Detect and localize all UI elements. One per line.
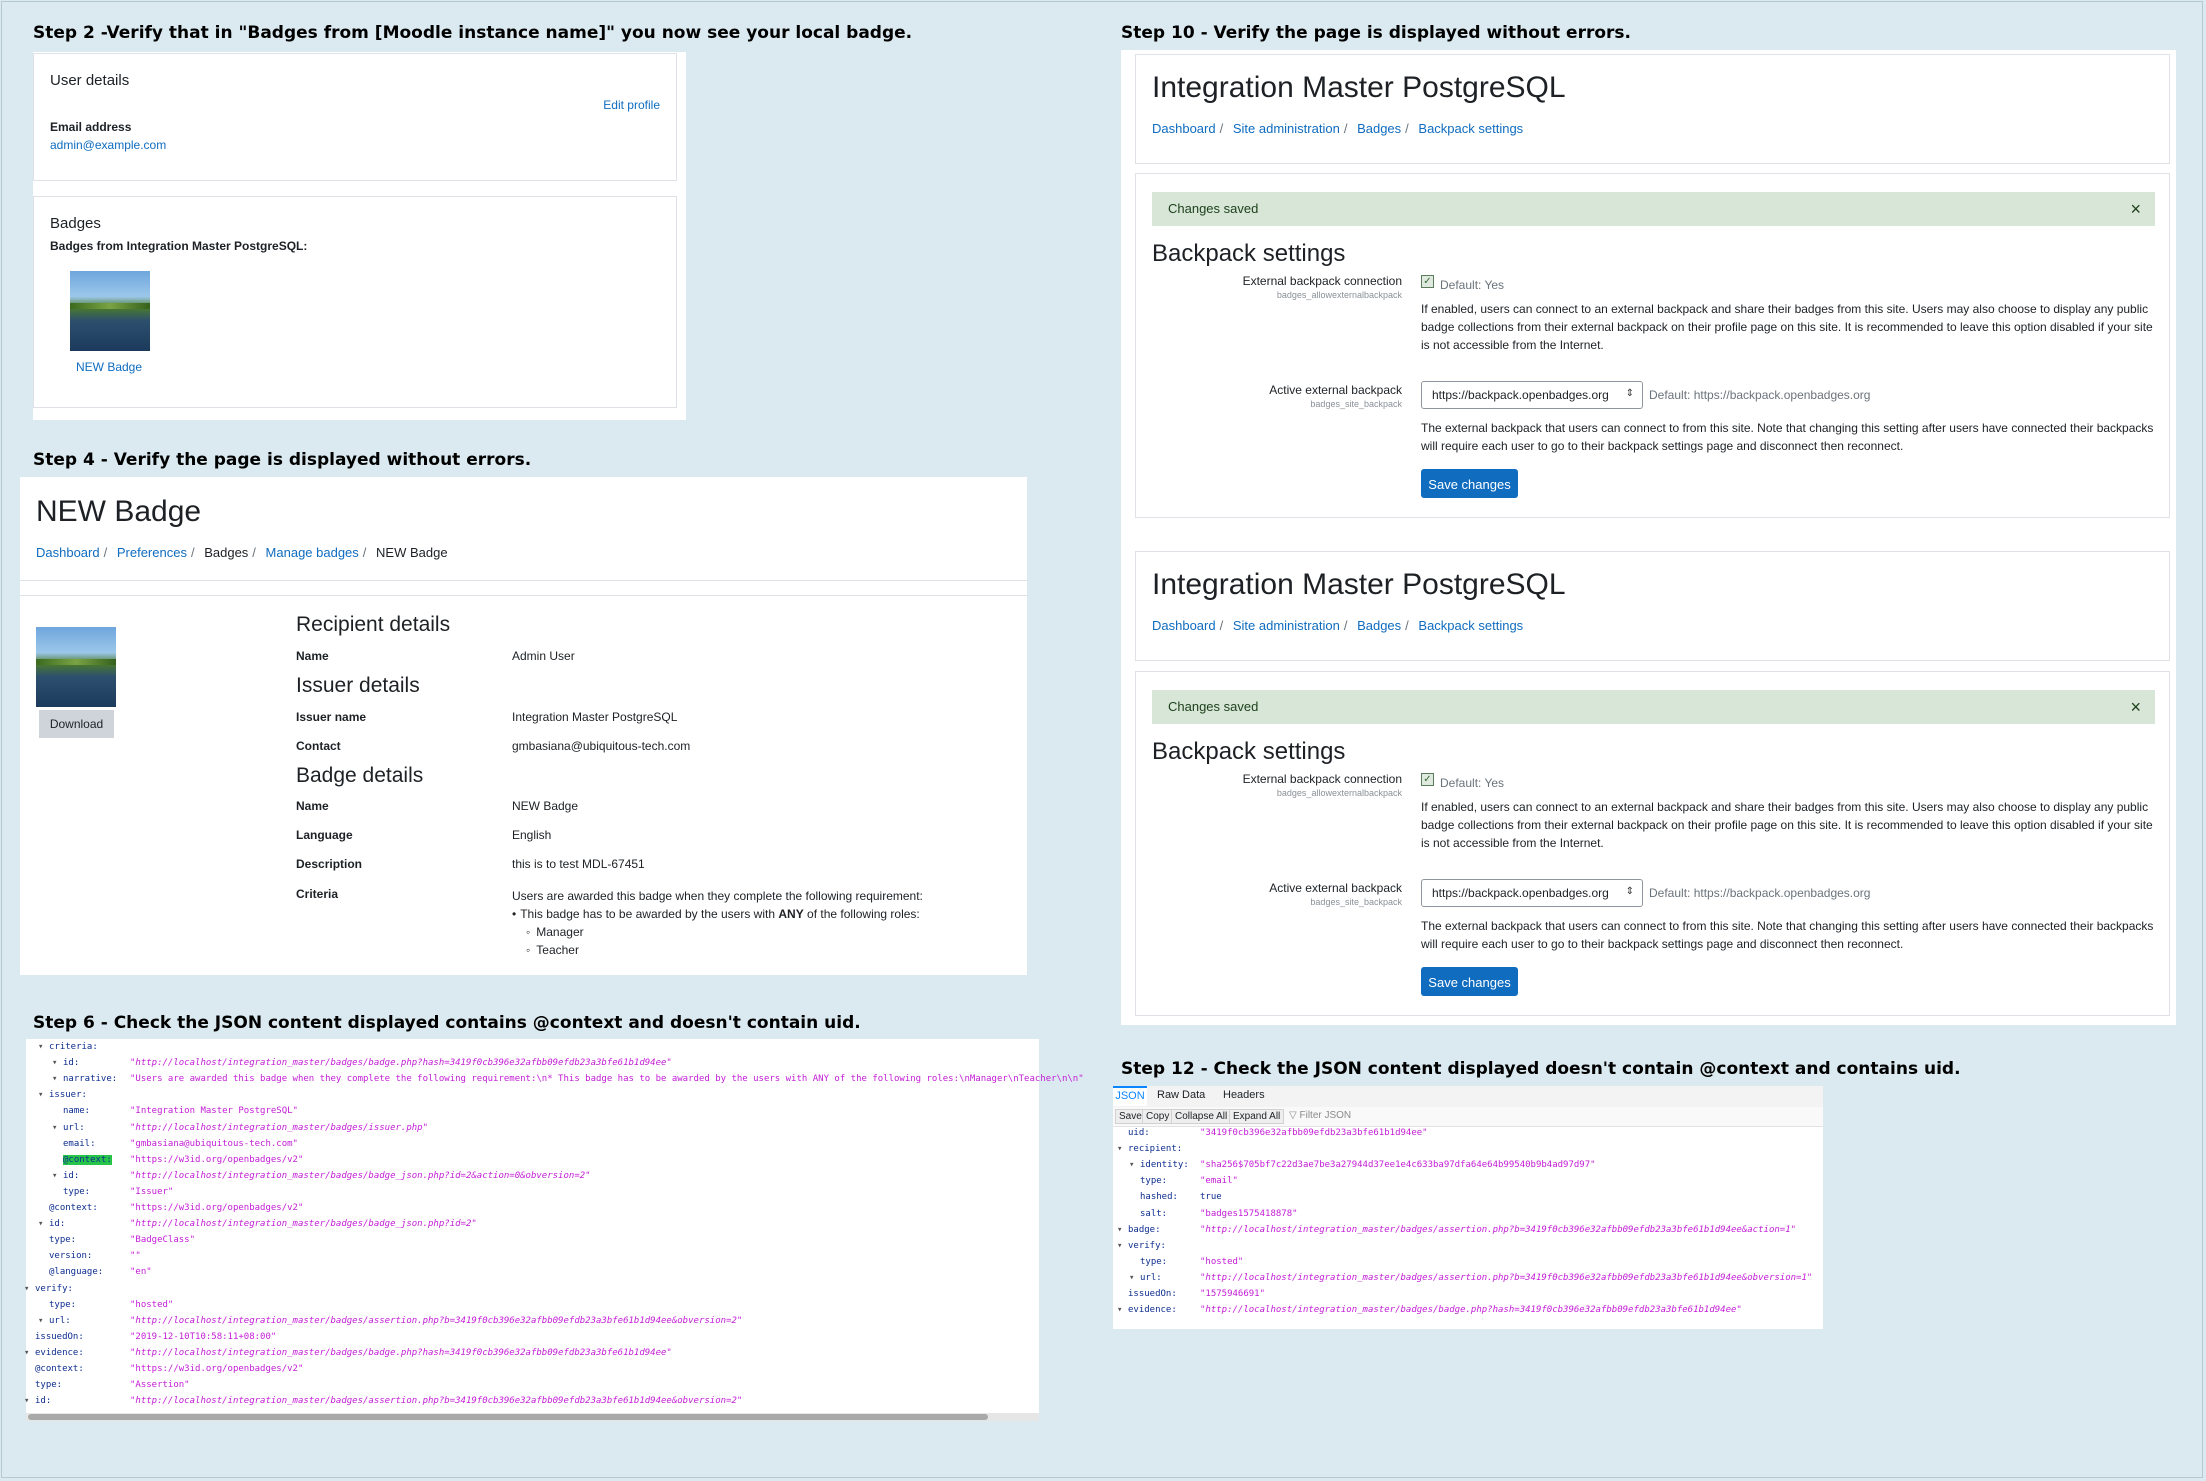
description-value: this is to test MDL-67451 [512, 857, 645, 871]
expand-toggle-icon [24, 1380, 32, 1390]
expand-toggle-icon[interactable]: ▾ [1117, 1240, 1123, 1251]
json-key: @context: [63, 1154, 112, 1165]
filter-placeholder: Filter JSON [1299, 1110, 1352, 1121]
ext-label-sub: badges_allowexternalbackpack [1276, 290, 1402, 300]
expand-toggle-icon[interactable]: ▾ [24, 1396, 30, 1407]
json-row[interactable] [1117, 1224, 1797, 1235]
json-row [24, 1364, 304, 1374]
role-item: ◦ Teacher [526, 943, 579, 957]
json-value: "sha256$705bf7c22d3ae7be3a27944d37ee1e4c633ba97dfa64e64b99540b9b4ad97d97" [1200, 1160, 1596, 1171]
criteria-intro: Users are awarded this badge when they complete the following requirement: [512, 889, 923, 903]
ext-label-text: External backpack connection [1242, 772, 1402, 786]
json-row [52, 1186, 174, 1197]
json-row [1129, 1192, 1222, 1203]
json-value: "http://localhost/integration_master/badges/assertion.php?b=3419f0cb396e32afbb09efdb23a3bfe61b1d94ee&obversion=2" [130, 1315, 743, 1326]
json-key: hashed: [1140, 1192, 1178, 1203]
badges-from-label: Badges from Integration Master PostgreSQL: [50, 239, 308, 253]
json-value: "https://w3id.org/openbadges/v2" [130, 1154, 304, 1165]
download-button[interactable]: Download [39, 710, 114, 738]
json-value: "https://w3id.org/openbadges/v2" [130, 1203, 304, 1213]
expand-toggle-icon[interactable]: ▾ [52, 1170, 58, 1181]
json-row [1129, 1208, 1298, 1219]
json-row[interactable] [24, 1347, 672, 1358]
role-item: ◦ Manager [526, 925, 584, 939]
json-key: version: [49, 1251, 93, 1262]
badge-image[interactable] [70, 271, 150, 351]
json-value: "2019-12-10T10:58:11+08:00" [130, 1331, 277, 1342]
expand-toggle-icon[interactable]: ▾ [52, 1058, 58, 1069]
json-key: id: [63, 1058, 80, 1069]
json-value: "http://localhost/integration_master/badges/badge_json.php?id=2" [130, 1219, 477, 1230]
json-value: "http://localhost/integration_master/badges/assertion.php?b=3419f0cb396e32afbb09efdb23a3bfe61b1d94ee&action=1" [1200, 1224, 1797, 1235]
expand-all-button[interactable]: Expand All [1229, 1109, 1284, 1124]
json-viewer-step6 [24, 1039, 1084, 1421]
json-row[interactable] [38, 1219, 477, 1230]
crumb-current: NEW Badge [376, 545, 448, 560]
recipient-name: Admin User [512, 649, 575, 663]
select-value: https://backpack.openbadges.org [1432, 388, 1609, 402]
active-description: The external backpack that users can connect to from this site. Note that changing this setting after users have connected their backpacks will require each user to go to their backpack settings page and disconnect then reconnect. [1421, 919, 2154, 951]
json-row [24, 1380, 190, 1391]
json-key: url: [49, 1315, 71, 1326]
step6-title: Step 6 - Check the JSON content displayed contains @context and doesn't contain uid. [33, 1013, 861, 1033]
badge-link[interactable]: NEW Badge [76, 360, 143, 374]
json-value: "en" [130, 1267, 152, 1278]
alert-text: Changes saved [1168, 699, 1259, 714]
json-value: "hosted" [1200, 1256, 1244, 1267]
json-row [1129, 1176, 1238, 1187]
json-row[interactable] [38, 1090, 87, 1100]
json-row[interactable] [38, 1315, 743, 1326]
json-viewer-step12 [1113, 1086, 1823, 1329]
active-default: Default: https://backpack.openbadges.org [1649, 886, 1871, 900]
json-key: type: [49, 1235, 77, 1246]
json-key: url: [1140, 1272, 1162, 1283]
json-key: evidence: [1128, 1305, 1177, 1316]
expand-toggle-icon[interactable]: ▾ [1117, 1224, 1123, 1235]
active-backpack-label [1152, 881, 1402, 907]
json-value: "hosted" [130, 1299, 174, 1310]
badge-name: NEW Badge [512, 799, 579, 813]
step10-title: Step 10 - Verify the page is displayed without errors. [1121, 23, 1631, 43]
success-alert [1152, 192, 2155, 226]
json-toolbar [1113, 1107, 1823, 1127]
expand-toggle-icon [52, 1187, 60, 1197]
recipient-heading: Recipient details [296, 613, 451, 636]
json-row [1129, 1256, 1244, 1267]
active-backpack-label [1152, 383, 1402, 409]
role-manager: Manager [536, 925, 584, 939]
scrollbar-thumb[interactable] [28, 1414, 988, 1420]
expand-toggle-icon [1117, 1128, 1125, 1138]
json-tree [1113, 1127, 1823, 1327]
criteria-item-bold: ANY [778, 907, 804, 921]
expand-toggle-icon [38, 1235, 46, 1245]
json-key: type: [1140, 1256, 1168, 1267]
json-value: "gmbasiana@ubiquitous-tech.com" [130, 1138, 298, 1149]
json-key: @context: [35, 1364, 84, 1374]
user-details-card [33, 53, 677, 181]
expand-toggle-icon [52, 1139, 60, 1149]
json-key: type: [1140, 1176, 1168, 1187]
criteria-item: • This badge has to be awarded by the users with ANY of the following roles: [512, 907, 920, 921]
json-key: issuer: [49, 1090, 87, 1101]
json-row [1117, 1289, 1266, 1299]
active-label-text: Active external backpack [1269, 881, 1402, 895]
alert-text: Changes saved [1168, 201, 1259, 216]
step2-title: Step 2 -Verify that in "Badges from [Moodle instance name]" you now see your local badge. [33, 23, 913, 43]
expand-toggle-icon [38, 1300, 46, 1310]
issuer-name: Integration Master PostgreSQL [512, 710, 678, 724]
badge-image [36, 627, 116, 707]
crumb-badges[interactable]: Badges [1357, 121, 1402, 136]
json-key: type: [35, 1380, 63, 1391]
tab-raw-data[interactable]: Raw Data [1157, 1089, 1206, 1101]
json-row[interactable] [1129, 1160, 1596, 1171]
save-changes-button[interactable]: Save changes [1421, 967, 1518, 996]
crumb-badges[interactable]: Badges [1357, 618, 1402, 633]
json-row [38, 1251, 141, 1262]
active-label-sub: badges_site_backpack [1310, 399, 1402, 409]
json-row[interactable] [24, 1396, 743, 1407]
json-key: issuedOn: [1128, 1289, 1177, 1299]
profile-panel [33, 52, 686, 420]
json-value: "badges1575418878" [1200, 1208, 1298, 1219]
ext-description: If enabled, users can connect to an external backpack and share their badges from this site. Users may also choose to display any public badge collections from their external backpack on their profile page on this site. It is recommended to leave this option disabled if your site is not accessible from the Internet. [1421, 302, 2153, 352]
json-key: verify: [35, 1283, 73, 1294]
badge-page-panel [20, 477, 1027, 975]
expand-toggle-icon [1117, 1289, 1125, 1299]
json-key: id: [49, 1219, 66, 1230]
expand-toggle-icon [52, 1155, 60, 1165]
json-key: type: [63, 1186, 91, 1197]
step12-title: Step 12 - Check the JSON content displayed doesn't contain @context and contains uid. [1121, 1059, 1961, 1079]
expand-toggle-icon [38, 1251, 46, 1261]
settings-heading: Backpack settings [1152, 240, 1346, 267]
expand-toggle-icon [1129, 1176, 1137, 1186]
json-value: "https://w3id.org/openbadges/v2" [130, 1364, 304, 1374]
description-label: Description [296, 857, 363, 871]
copy-button[interactable]: Copy [1142, 1109, 1173, 1124]
email-label: Email address [50, 120, 132, 134]
crumb-preferences[interactable]: Preferences [116, 545, 187, 560]
json-key: type: [49, 1299, 77, 1310]
expand-toggle-icon [1129, 1257, 1137, 1267]
json-row[interactable] [52, 1122, 429, 1133]
user-details-title: User details [50, 72, 130, 89]
expand-toggle-icon[interactable]: ▾ [52, 1122, 58, 1133]
json-row[interactable] [38, 1042, 98, 1052]
crumb-dashboard[interactable]: Dashboard [1152, 618, 1216, 633]
select-value: https://backpack.openbadges.org [1432, 886, 1609, 900]
crumb-backpack-settings[interactable]: Backpack settings [1418, 618, 1524, 633]
json-row[interactable] [1117, 1144, 1182, 1154]
json-value: "email" [1200, 1176, 1238, 1187]
filter-json-input[interactable] [1289, 1110, 1351, 1121]
json-row [38, 1203, 304, 1213]
json-value: "" [130, 1251, 141, 1262]
json-value: "http://localhost/integration_master/badges/badge.php?hash=3419f0cb396e32afbb09efdb23a3bfe61b1d94ee" [130, 1058, 672, 1069]
expand-toggle-icon [24, 1364, 32, 1374]
expand-toggle-icon[interactable]: ▾ [38, 1315, 44, 1326]
email-link[interactable]: admin@example.com [50, 138, 167, 152]
expand-toggle-icon[interactable]: ▾ [1129, 1160, 1135, 1171]
ext-label-text: External backpack connection [1242, 274, 1402, 288]
criteria-item-pre: This badge has to be awarded by the users with [520, 907, 779, 921]
json-value: "3419f0cb396e32afbb09efdb23a3bfe61b1d94ee" [1200, 1128, 1428, 1138]
json-row[interactable] [52, 1074, 1084, 1085]
json-value: "http://localhost/integration_master/badges/assertion.php?b=3419f0cb396e32afbb09efdb23a3bfe61b1d94ee&obversion=1" [1200, 1272, 1813, 1283]
ext-default: Default: Yes [1440, 278, 1505, 292]
expand-toggle-icon [38, 1203, 46, 1213]
json-key: url: [63, 1122, 85, 1133]
contact-link[interactable]: gmbasiana@ubiquitous-tech.com [512, 739, 691, 753]
json-key: salt: [1140, 1208, 1168, 1219]
json-key: id: [63, 1170, 80, 1181]
active-backpack-select[interactable] [1421, 381, 1643, 409]
edit-profile-link[interactable]: Edit profile [603, 98, 660, 112]
crumb-badges: Badges [204, 545, 249, 560]
expand-toggle-icon[interactable]: ▾ [1129, 1272, 1135, 1283]
crumb-manage-badges[interactable]: Manage badges [265, 545, 359, 560]
expand-toggle-icon[interactable]: ▾ [38, 1090, 44, 1101]
contact-label: Contact [296, 739, 341, 753]
json-row [38, 1267, 152, 1278]
json-row[interactable] [1117, 1305, 1742, 1316]
active-label-text: Active external backpack [1269, 383, 1402, 397]
ext-connection-checkbox[interactable]: ✓ [1421, 773, 1434, 786]
json-tabbar [1113, 1086, 1823, 1108]
json-row [52, 1154, 304, 1165]
crumb-backpack-settings[interactable]: Backpack settings [1418, 121, 1524, 136]
json-key: uid: [1128, 1128, 1150, 1138]
settings-heading: Backpack settings [1152, 738, 1346, 765]
language-value: English [512, 828, 552, 842]
ext-connection-label [1152, 772, 1402, 798]
breadcrumb: Dashboard / Site administration / Badges / Backpack settings [1152, 121, 1524, 136]
expand-toggle-icon[interactable]: ▾ [38, 1219, 44, 1230]
issuer-heading: Issuer details [296, 674, 420, 697]
crumb-dashboard[interactable]: Dashboard [36, 545, 100, 560]
json-key: recipient: [1128, 1144, 1183, 1155]
json-key: issuedOn: [35, 1331, 84, 1342]
json-key: narrative: [63, 1074, 118, 1085]
json-key: badge: [1128, 1224, 1161, 1235]
json-value: "Integration Master PostgreSQL" [130, 1106, 298, 1117]
criteria-block [512, 887, 923, 959]
save-changes-button[interactable]: Save changes [1421, 469, 1518, 498]
json-row[interactable] [24, 1284, 73, 1294]
expand-toggle-icon [1129, 1192, 1137, 1202]
json-row[interactable] [1129, 1272, 1813, 1283]
site-header-card [1135, 551, 2170, 661]
badges-title: Badges [50, 215, 101, 232]
ext-description: If enabled, users can connect to an external backpack and share their badges from this site. Users may also choose to display any public badge collections from their external backpack on their profile page on this site. It is recommended to leave this option disabled if your site is not accessible from the Internet. [1421, 800, 2153, 850]
json-key: id: [35, 1396, 52, 1407]
json-key: criteria: [49, 1042, 98, 1052]
json-row [38, 1299, 174, 1310]
expand-toggle-icon [24, 1332, 32, 1342]
chevron-updown-icon: ⇕ [1625, 886, 1634, 897]
json-value: "http://localhost/integration_master/badges/badge_json.php?id=2&action=0&obversion=2" [130, 1170, 591, 1181]
collapse-all-button[interactable]: Collapse All [1171, 1109, 1231, 1124]
language-label: Language [296, 828, 353, 842]
horizontal-scrollbar[interactable] [26, 1413, 1039, 1421]
expand-toggle-icon[interactable]: ▾ [1117, 1305, 1123, 1316]
ext-label-sub: badges_allowexternalbackpack [1276, 788, 1402, 798]
site-header-card [1135, 54, 2170, 164]
settings-card [1135, 671, 2170, 1016]
active-label-sub: badges_site_backpack [1310, 897, 1402, 907]
expand-toggle-icon[interactable]: ▾ [24, 1283, 30, 1294]
json-row[interactable] [52, 1058, 672, 1069]
json-row [52, 1138, 298, 1149]
json-key: verify: [1128, 1240, 1166, 1251]
site-title: Integration Master PostgreSQL [1152, 568, 1566, 601]
json-value: "Assertion" [130, 1380, 190, 1391]
crumb-dashboard[interactable]: Dashboard [1152, 121, 1216, 136]
json-tree [24, 1039, 1084, 1413]
success-alert [1152, 690, 2155, 724]
issuer-name-label: Issuer name [296, 710, 367, 724]
expand-toggle-icon[interactable]: ▾ [24, 1347, 30, 1358]
close-icon[interactable]: × [2130, 697, 2141, 717]
json-row [38, 1235, 196, 1246]
expand-toggle-icon[interactable]: ▾ [52, 1074, 58, 1085]
json-key: email: [63, 1138, 96, 1149]
close-icon[interactable]: × [2130, 199, 2141, 219]
tab-json[interactable]: JSON [1113, 1086, 1147, 1106]
json-value: "http://localhost/integration_master/badges/assertion.php?b=3419f0cb396e32afbb09efdb23a3bfe61b1d94ee&obversion=2" [130, 1396, 743, 1407]
active-default: Default: https://backpack.openbadges.org [1649, 388, 1871, 402]
expand-toggle-icon [38, 1267, 46, 1277]
divider [20, 595, 1027, 596]
save-button[interactable]: Save [1115, 1109, 1146, 1124]
json-key: evidence: [35, 1347, 84, 1358]
ext-default: Default: Yes [1440, 776, 1505, 790]
ext-connection-label [1152, 274, 1402, 300]
json-key: @language: [49, 1267, 104, 1278]
expand-toggle-icon[interactable]: ▾ [38, 1042, 44, 1052]
breadcrumb: Dashboard / Preferences / Badges / Manage badges / NEW Badge [36, 545, 448, 560]
json-value: "http://localhost/integration_master/badges/badge.php?hash=3419f0cb396e32afbb09efdb23a3bfe61b1d94ee" [130, 1347, 672, 1358]
json-row[interactable] [1117, 1241, 1166, 1251]
filter-icon: ▽ [1289, 1110, 1297, 1121]
json-row[interactable] [52, 1170, 591, 1181]
criteria-label: Criteria [296, 887, 339, 901]
expand-toggle-icon [52, 1106, 60, 1116]
json-value: "Issuer" [130, 1186, 174, 1197]
expand-toggle-icon [1129, 1209, 1137, 1219]
active-backpack-select[interactable] [1421, 879, 1643, 907]
recipient-name-label: Name [296, 649, 329, 663]
crumb-site-admin[interactable]: Site administration [1232, 121, 1340, 136]
json-key: name: [63, 1106, 91, 1117]
active-description: The external backpack that users can connect to from this site. Note that changing this setting after users have connected their backpacks will require each user to go to their backpack settings page and disconnect then reconnect. [1421, 421, 2154, 453]
json-value: "BadgeClass" [130, 1235, 196, 1246]
site-title: Integration Master PostgreSQL [1152, 71, 1566, 104]
expand-toggle-icon[interactable]: ▾ [1117, 1144, 1123, 1155]
divider [20, 580, 1027, 581]
json-value: "1575946691" [1200, 1289, 1266, 1299]
json-value: "http://localhost/integration_master/badges/issuer.php" [130, 1122, 429, 1133]
badge-name-label: Name [296, 799, 329, 813]
json-row [24, 1331, 277, 1342]
json-row [1117, 1128, 1428, 1138]
breadcrumb: Dashboard / Site administration / Badges / Backpack settings [1152, 618, 1524, 633]
step4-title: Step 4 - Verify the page is displayed without errors. [33, 450, 532, 470]
json-key: @context: [49, 1203, 98, 1213]
criteria-item-post: of the following roles: [803, 907, 920, 921]
json-value: "Users are awarded this badge when they complete the following requirement:\n* This badge has to be awarded by the users with ANY of the following roles:\nManager\nTeacher\n\n" [130, 1074, 1084, 1085]
badge-page-title: NEW Badge [36, 495, 202, 528]
crumb-site-admin[interactable]: Site administration [1232, 618, 1340, 633]
json-value: true [1200, 1192, 1222, 1203]
tab-headers[interactable]: Headers [1223, 1089, 1265, 1101]
json-row [52, 1106, 298, 1117]
badge-details-heading: Badge details [296, 764, 424, 787]
ext-connection-checkbox[interactable]: ✓ [1421, 275, 1434, 288]
chevron-updown-icon: ⇕ [1625, 388, 1634, 399]
settings-card [1135, 173, 2170, 518]
json-value: "http://localhost/integration_master/badges/badge.php?hash=3419f0cb396e32afbb09efdb23a3bfe61b1d94ee" [1200, 1305, 1742, 1316]
json-key: identity: [1140, 1160, 1189, 1171]
role-teacher: Teacher [536, 943, 579, 957]
backpack-panel [1121, 50, 2176, 1025]
badges-card [33, 196, 677, 408]
